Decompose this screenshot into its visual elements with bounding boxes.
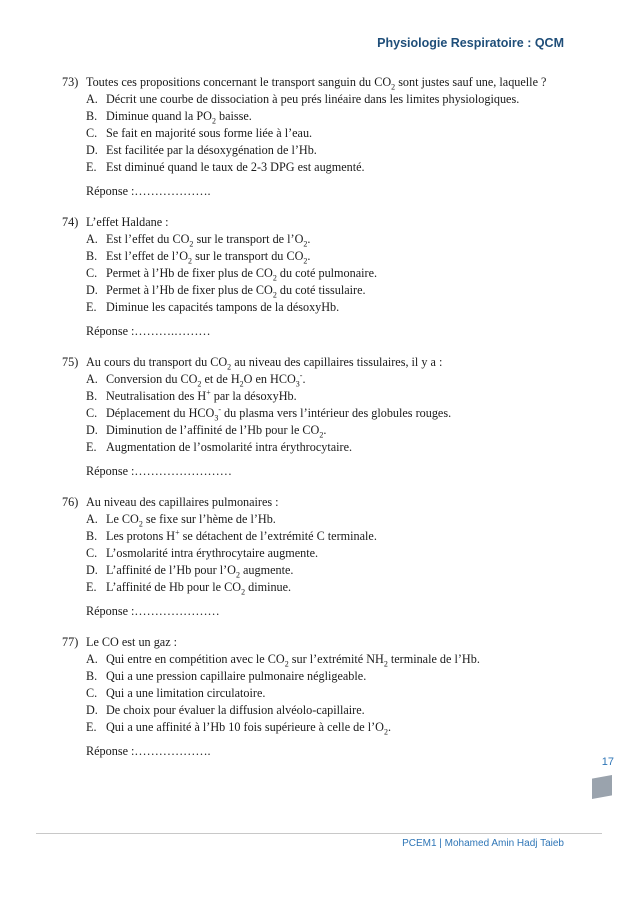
option-text: Est l’effet du $CO_2$ sur le transport de $l’O_2$.	[106, 232, 311, 249]
option-b	[86, 108, 582, 125]
option-e	[86, 439, 582, 456]
option-text: Qui a une pression capillaire pulmonaire négligeable.	[106, 669, 367, 683]
question-text: Au cours du transport du $CO_2$ au niveau des capillaires tissulaires, il y a :	[86, 355, 443, 372]
option-letter: E.	[86, 160, 97, 174]
option-d	[86, 702, 582, 719]
option-text: Est facilitée par la désoxygénation de l’Hb.	[106, 143, 317, 157]
option-a	[86, 511, 582, 528]
option-letter: E.	[86, 300, 97, 314]
option-letter: C.	[86, 686, 98, 700]
option-letter: A.	[86, 232, 98, 246]
question-text: L’effet Haldane :	[86, 215, 169, 229]
question-number: 75)	[62, 355, 79, 369]
option-c	[86, 405, 582, 422]
question-text: Le CO est un gaz :	[86, 635, 178, 649]
footer-divider	[36, 833, 602, 834]
option-d	[86, 422, 582, 439]
option-e	[86, 299, 582, 316]
option-a	[86, 651, 582, 668]
option-letter: A.	[86, 372, 98, 386]
option-text: Augmentation de l’osmolarité intra érythrocytaire.	[106, 440, 353, 454]
question-74	[62, 214, 582, 340]
option-text: Qui a une affinité à l’Hb 10 fois supérieure à celle de $l’O_2$.	[106, 720, 391, 737]
question-76	[62, 494, 582, 620]
option-text: Diminue quand la $PO_2$ baisse.	[106, 109, 252, 126]
option-letter: B.	[86, 529, 98, 543]
option-letter: A.	[86, 512, 98, 526]
option-d	[86, 142, 582, 159]
option-b	[86, 248, 582, 265]
question-73	[62, 74, 582, 200]
option-letter: C.	[86, 266, 98, 280]
option-c	[86, 265, 582, 282]
option-text: Permet à l’Hb de fixer plus de $CO_2$ du coté pulmonaire.	[106, 266, 378, 283]
option-e	[86, 719, 582, 736]
qcm-list	[62, 74, 582, 774]
option-d	[86, 282, 582, 299]
option-text: Diminution de l’affinité de l’Hb pour le $CO_2$.	[106, 423, 327, 440]
option-letter: C.	[86, 126, 98, 140]
option-d	[86, 562, 582, 579]
page-number: 17	[601, 756, 614, 768]
question-text: Au niveau des capillaires pulmonaires :	[86, 495, 279, 509]
option-b	[86, 528, 582, 545]
option-b	[86, 668, 582, 685]
option-e	[86, 159, 582, 176]
option-letter: C.	[86, 406, 98, 420]
option-text: Neutralisation des H+ par la désoxyHb.	[106, 387, 297, 403]
option-a	[86, 91, 582, 108]
option-text: Se fait en majorité sous forme liée à l’eau.	[106, 126, 313, 140]
option-letter: E.	[86, 440, 97, 454]
option-letter: B.	[86, 669, 98, 683]
option-text: L’affinité de l’Hb pour $l’O_2$ augmente.	[106, 563, 294, 580]
question-number: 74)	[62, 215, 79, 229]
option-text: L’osmolarité intra érythrocytaire augmente.	[106, 546, 319, 560]
option-a	[86, 371, 582, 388]
question-number: 73)	[62, 75, 79, 89]
option-letter: D.	[86, 283, 98, 297]
option-text: Conversion du $CO_2$ et de $H_2O$ en $HCO_3^-$.	[106, 370, 306, 389]
option-e	[86, 579, 582, 596]
answer-line: Réponse :……………….	[86, 744, 211, 758]
page-header-title: Physiologie Respiratoire : QCM	[377, 36, 564, 50]
page-tab-marker	[592, 775, 612, 799]
option-text: Les protons H+ se détachent de l’extrémité C terminale.	[106, 527, 377, 543]
question-number: 76)	[62, 495, 79, 509]
option-text: Qui a une limitation circulatoire.	[106, 686, 266, 700]
option-c	[86, 685, 582, 702]
option-text: De choix pour évaluer la diffusion alvéolo-capillaire.	[106, 703, 365, 717]
option-text: L’affinité de Hb pour le $CO_2$ diminue.	[106, 580, 292, 597]
option-b	[86, 388, 582, 405]
option-letter: D.	[86, 703, 98, 717]
footer-text: PCEM1 | Mohamed Amin Hadj Taieb	[402, 838, 564, 849]
option-text: Permet à l’Hb de fixer plus de $CO_2$ du coté tissulaire.	[106, 283, 366, 300]
answer-line: Réponse :……….………	[86, 324, 211, 338]
option-letter: B.	[86, 249, 98, 263]
question-text: Toutes ces propositions concernant le transport sanguin du $CO_2$ sont justes sauf une, laquelle ?	[86, 75, 547, 92]
option-text: Diminue les capacités tampons de la désoxyHb.	[106, 300, 340, 314]
option-letter: D.	[86, 563, 98, 577]
option-text: Est l’effet de $l’O_2$ sur le transport du $CO_2$.	[106, 249, 311, 266]
answer-line: Réponse :…………………	[86, 604, 220, 618]
answer-line: Réponse :……………………	[86, 464, 232, 478]
option-letter: A.	[86, 652, 98, 666]
option-text: Déplacement du $HCO_3^-$ du plasma vers l’intérieur des globules rouges.	[106, 404, 452, 423]
option-text: Est diminué quand le taux de 2-3 DPG est augmenté.	[106, 160, 365, 174]
option-letter: D.	[86, 423, 98, 437]
option-text: Le $CO_2$ se fixe sur l’hème de l’Hb.	[106, 512, 276, 529]
option-letter: E.	[86, 580, 97, 594]
question-77	[62, 634, 582, 760]
option-c	[86, 125, 582, 142]
question-number: 77)	[62, 635, 79, 649]
option-letter: B.	[86, 389, 98, 403]
answer-line: Réponse :……………….	[86, 184, 211, 198]
option-text: Qui entre en compétition avec le $CO_2$ sur l’extrémité $NH_2$ terminale de l’Hb.	[106, 652, 480, 669]
question-75	[62, 354, 582, 480]
option-letter: E.	[86, 720, 97, 734]
option-letter: B.	[86, 109, 98, 123]
option-text: Décrit une courbe de dissociation à peu prés linéaire dans les limites physiologiques.	[106, 92, 520, 106]
option-a	[86, 231, 582, 248]
option-letter: D.	[86, 143, 98, 157]
option-c	[86, 545, 582, 562]
option-letter: A.	[86, 92, 98, 106]
option-letter: C.	[86, 546, 98, 560]
